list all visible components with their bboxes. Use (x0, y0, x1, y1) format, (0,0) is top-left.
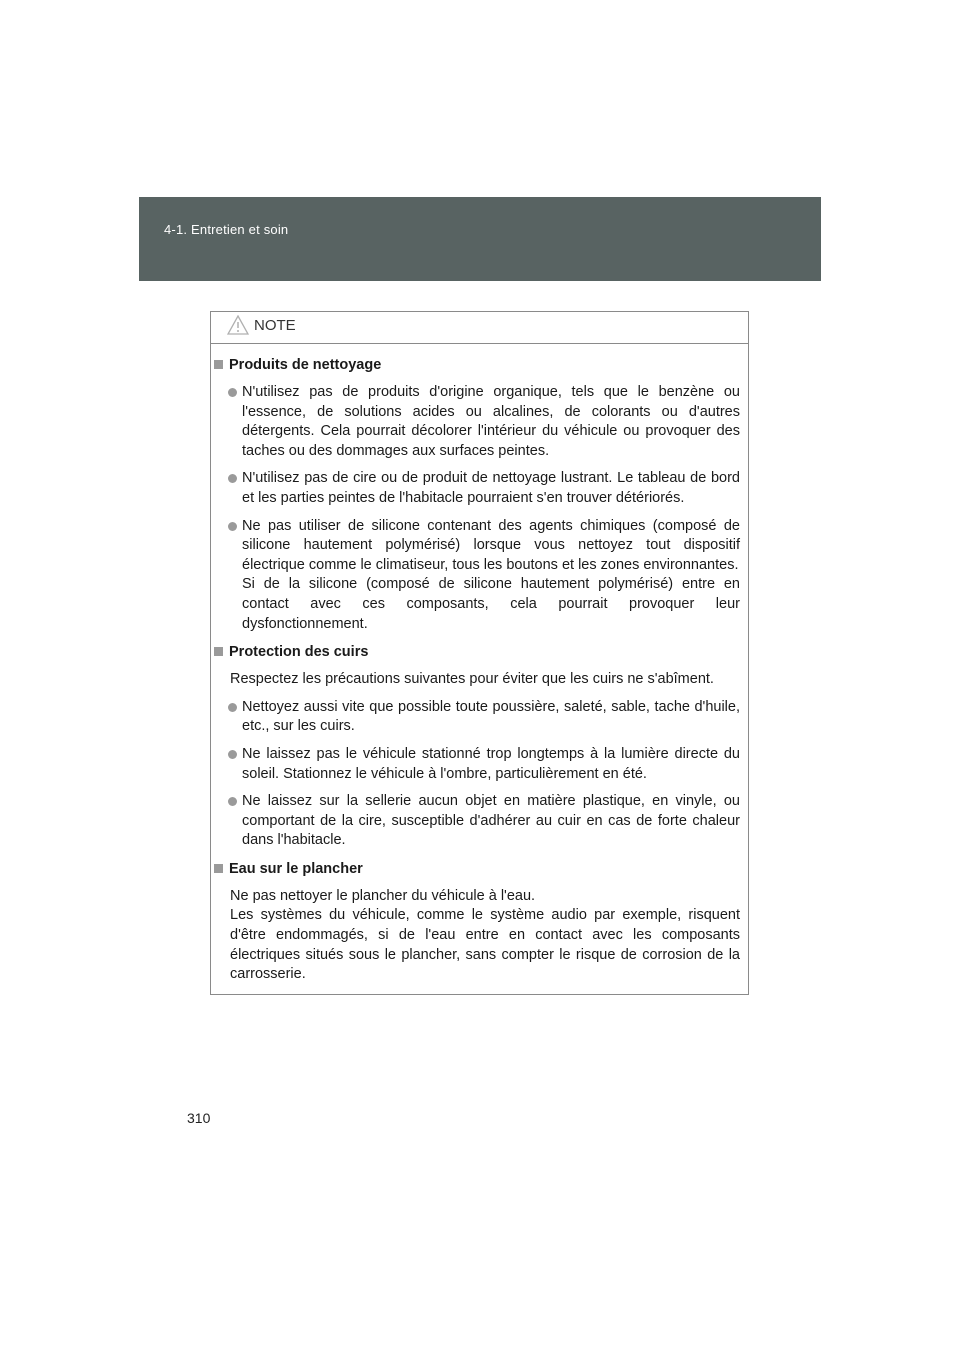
round-bullet-icon (228, 474, 237, 483)
warning-icon (227, 315, 249, 340)
page-number: 310 (187, 1110, 211, 1126)
round-bullet-icon (228, 797, 237, 806)
section-title-cleaning: Produits de nettoyage (214, 355, 740, 375)
square-bullet-icon (214, 864, 223, 873)
section-paragraph: Ne pas nettoyer le plancher du véhicule à l'eau. Les systèmes du véhicule, comme le système audio par exemple, risquent d'être endommagés, si de l'eau entre en contact avec les composants électriques situés sous le plancher, sans compter le risque de corrosion de la carrosserie. (230, 887, 740, 983)
list-item: Ne pas utiliser de silicone contenant des agents chimiques (composé de silicone hautement polymérisé) lorsque vous nettoyez tout dispositif électrique comme le climatiseur, tous les boutons et les zones environnantes. Si de la silicone (composé de silicone hautement polymérisé) entre en contact avec ces composants, cela pourrait provoquer leur dysfonctionnement. (214, 517, 740, 635)
list-item: Ne laissez pas le véhicule stationné trop longtemps à la lumière directe du soleil. Stationnez le véhicule à l'ombre, particulièrement en été. (214, 745, 740, 784)
round-bullet-icon (228, 522, 237, 531)
list-item: N'utilisez pas de produits d'origine organique, tels que le benzène ou l'essence, de solutions acides ou alcalines, de colorants ou d'autres détergents. Cela pourrait décolorer l'intérieur du véhicule ou provoquer des taches ou des dommages aux surfaces peintes. (214, 383, 740, 461)
section-label: 4-1. Entretien et soin (164, 222, 289, 237)
list-item: Nettoyez aussi vite que possible toute poussière, saleté, sable, tache d'huile, etc., sur les cuirs. (214, 698, 740, 737)
square-bullet-icon (214, 647, 223, 656)
note-body (211, 344, 748, 985)
list-item: N'utilisez pas de cire ou de produit de nettoyage lustrant. Le tableau de bord et les parties peintes de l'habitacle pourraient s'en trouver détériorés. (214, 469, 740, 508)
square-bullet-icon (214, 360, 223, 369)
section-title-leather: Protection des cuirs (214, 642, 740, 662)
note-label: NOTE (254, 317, 296, 334)
round-bullet-icon (228, 703, 237, 712)
note-box (210, 311, 749, 995)
note-header (211, 312, 748, 344)
round-bullet-icon (228, 750, 237, 759)
list-item: Ne laissez sur la sellerie aucun objet en matière plastique, en vinyle, ou comportant de la cire, susceptible d'adhérer au cuir en cas de forte chaleur dans l'habitacle. (214, 792, 740, 851)
chapter-header (139, 197, 821, 281)
section-title-floor-water: Eau sur le plancher (214, 859, 740, 879)
round-bullet-icon (228, 388, 237, 397)
section-intro: Respectez les précautions suivantes pour éviter que les cuirs ne s'abîment. (230, 671, 714, 688)
